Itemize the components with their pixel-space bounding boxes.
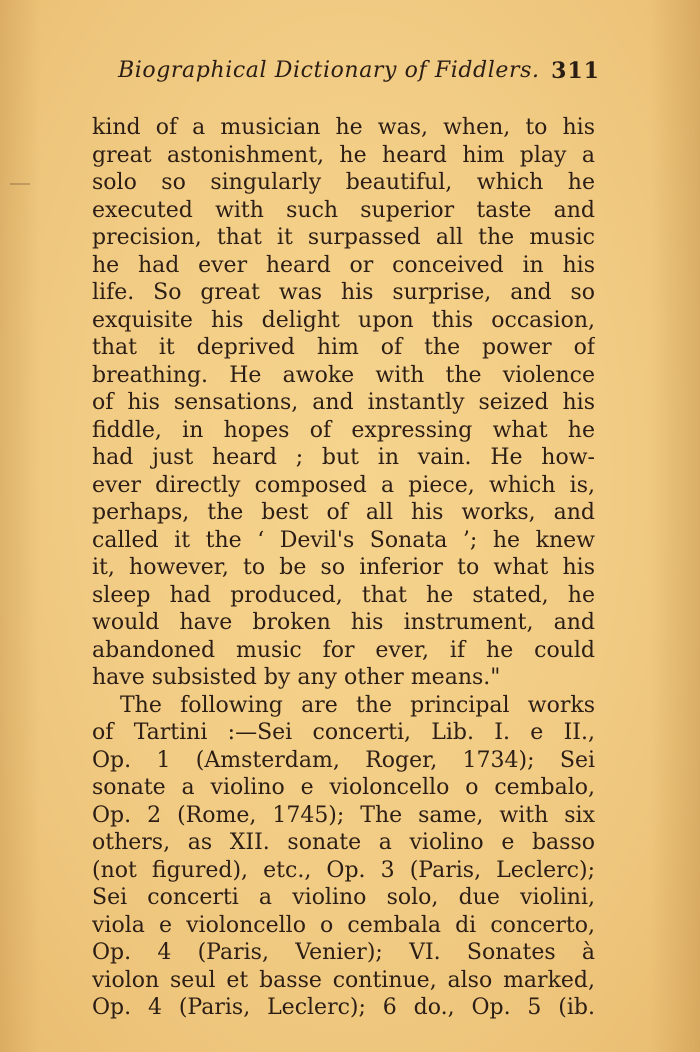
text-line: sleep had produced, that he stated, he bbox=[92, 582, 595, 608]
text-line: others, as XII. sonate a violino e basso bbox=[92, 830, 595, 855]
paragraph-end-line: have subsisted by any other means." bbox=[92, 665, 501, 690]
text-line: precision, that it surpassed all the music bbox=[92, 225, 595, 250]
text-line: of Tartini :—Sei concerti, Lib. I. e II., bbox=[92, 720, 595, 745]
text-line: great astonishment, he heard him play a bbox=[92, 142, 595, 168]
text-line: perhaps, the best of all his works, and bbox=[92, 500, 595, 525]
running-title: Biographical Dictionary of Fiddlers. bbox=[118, 58, 540, 83]
text-line: would have broken his instrument, and bbox=[92, 610, 595, 635]
text-line: it, however, to be so inferior to what his bbox=[92, 555, 595, 580]
body-text bbox=[92, 114, 595, 1022]
text-line: ever directly composed a piece, which is, bbox=[92, 472, 595, 498]
text-line: solo so singularly beautiful, which he bbox=[92, 170, 595, 195]
text-line: (not figured), etc., Op. 3 (Paris, Leclerc); bbox=[92, 857, 595, 883]
text-line: Op. 2 (Rome, 1745); The same, with six bbox=[92, 802, 595, 828]
text-line: abandoned music for ever, if he could bbox=[92, 637, 595, 663]
text-line: kind of a musician he was, when, to his bbox=[92, 115, 595, 140]
text-line: violon seul et basse continue, also marked, bbox=[92, 967, 595, 993]
text-line: that it deprived him of the power of bbox=[92, 335, 595, 360]
text-line: he had ever heard or conceived in his bbox=[92, 252, 595, 278]
text-line: called it the ‘ Devil's Sonata ’; he knew bbox=[92, 527, 595, 553]
text-line: sonate a violino e violoncello o cembalo, bbox=[92, 775, 595, 800]
text-line: breathing. He awoke with the violence bbox=[92, 362, 595, 388]
page-number: 311 bbox=[551, 58, 600, 84]
running-head bbox=[118, 56, 600, 92]
text-line: had just heard ; but in vain. He how- bbox=[92, 445, 595, 470]
text-line: life. So great was his surprise, and so bbox=[92, 280, 595, 305]
text-line: of his sensations, and instantly seized his bbox=[92, 390, 595, 415]
text-line: executed with such superior taste and bbox=[92, 197, 595, 223]
text-line: Op. 1 (Amsterdam, Roger, 1734); Sei bbox=[92, 747, 595, 773]
paragraph-start-line: The following are the principal works bbox=[120, 692, 595, 718]
text-line: fiddle, in hopes of expressing what he bbox=[92, 417, 595, 443]
text-line: viola e violoncello o cembala di concerto, bbox=[92, 912, 595, 938]
text-line: Sei concerti a violino solo, due violini, bbox=[92, 885, 595, 910]
margin-mark bbox=[10, 183, 30, 185]
text-line: exquisite his delight upon this occasion, bbox=[92, 307, 595, 333]
text-line: Op. 4 (Paris, Leclerc); 6 do., Op. 5 (ib. bbox=[92, 995, 595, 1020]
text-line: Op. 4 (Paris, Venier); VI. Sonates à bbox=[92, 940, 595, 965]
